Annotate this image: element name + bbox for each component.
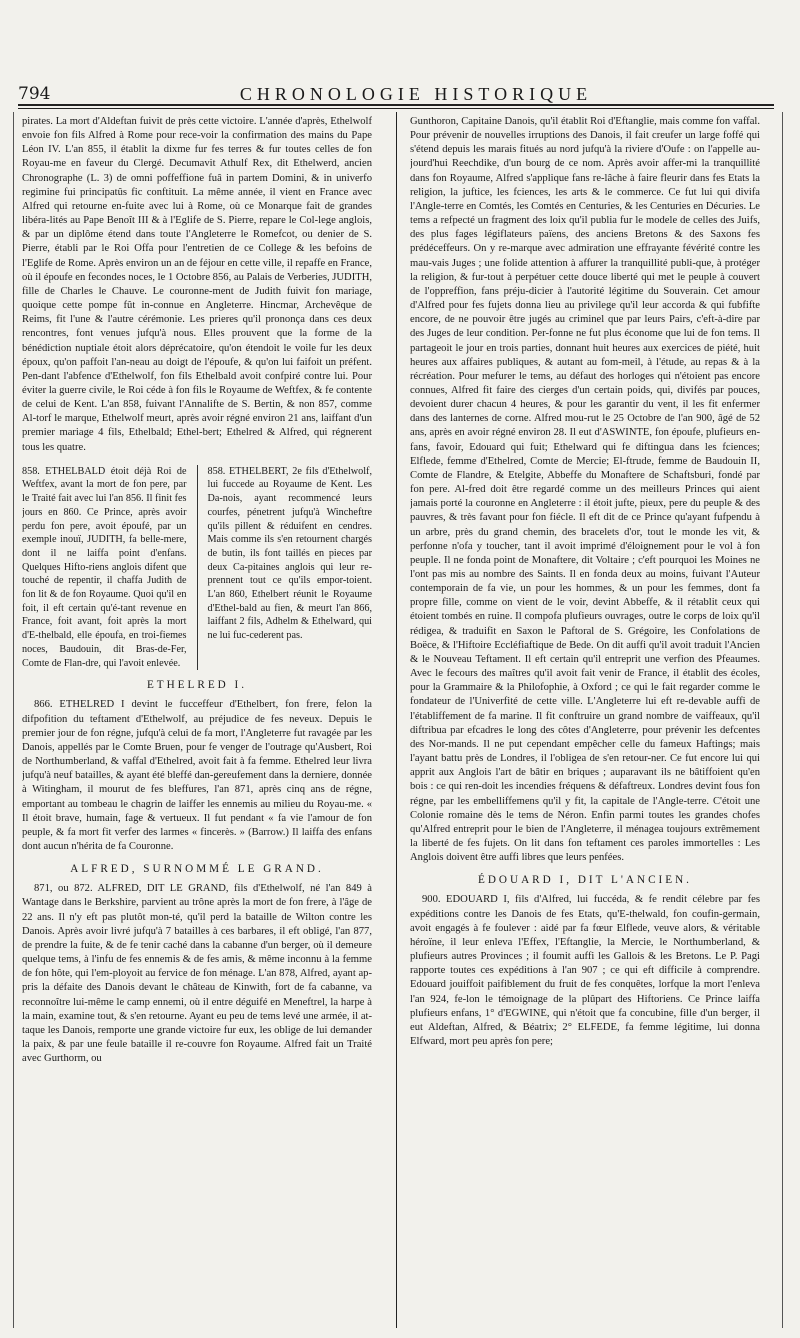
left-border [13,112,14,1328]
sub-divider [197,465,198,671]
right-column [410,115,760,1325]
paragraph-ethelred: 866. ETHELRED I devint le fucceffeur d'Ethelbert, fon frere, felon la difpofition du teftament d'Ethelwolf, au préjudice de fes neveux. Depuis le premier jour de fon régne, jufqu'à celui de fa mort, l'Angleterre fut ravagée par les Danois, appellés par le Comte Bruen, pour fe venger de l'outrage qu'Ausbert, Roi de Northumberland, & vaffal d'Ethelred, avoit fait à fa femme. Ethelred leur livra jufqu'à neuf batailles, & ayant été bleffé dan-gereufement dans la derniere, donnée à Witingham, il mourut de fes bleffures, l'an 871, après cinq ans de régne, emportant au tombeau le chagrin de laiffer les ennemis au milieu du Royau-me. « Il étoit brave, humain, fage & vertueux. Il fut pendant « fa vie l'amour de fon peuple, & fa mort fit verfer des larmes « fincerès. » (Barrow.) Il laiffa des enfans dont aucun n'hérita de fa Couronne. [22,699,372,853]
paragraph-alfred: 871, ou 872. ALFRED, DIT LE GRAND, fils d'Ethelwolf, né l'an 849 à Wantage dans le Berkshire, parvient au trône après la mort de fon frere, à l'âge de 22 ans. Il n'y eft pas plutôt mon-té, qu'il perd la bataille de Wilton contre les Danois. Après avoir livré jufqu'à 7 batailles à ces barbares, il eft obligé, l'an 877, de prendre la fuite, & de fe tenir caché dans la cabanne d'un berger, où il demeure quelque tems, à l'infu de fes ennemis & de fes amis, & même inconnu à la femme de fon hôte, qui l'em-ployoit au fervice de fon ménage. L'an 878, Alfred, ayant ap-pris la défaite des Danois devant le château de Kinwith, fort de fa cabanne, va reconnoître lui-même le camp ennemi, où il entre déguifé en Meneftrel, la harpe à la main, examine tout, & s'en retourne. Ayant eu peu de tems levé une armée, il at-taque les Danois, remporte une grande victoire fur eux, les oblige de lui demander la paix, & par une feule bataille il re-couvre fon Royaume. Alfred fait un Traité avec Gurthorm, ou [22,883,372,1065]
paragraph-ethelwolf: pirates. La mort d'Aldeftan fuivit de près cette victoire. L'année d'après, Ethelwolf envoie fon fils Alfred à Rome pour rece-voir la confirmation des mains du Pape Léon IV. L'an 855, il établit la dixme fur fes terres & fur toutes celles de fon Royau-me en faveur du Clergé. Decumavit Athulf Rex, dit Ethelwerd, ancien Chronographe (L. 3) de omni poffeffione fuâ in partem Domini, & in univerfo regimine fui principatûs fic conftituit. La même année, il vient en France avec Alfred qui retourne en-fuite avec lui à Rome, où ce Monarque fait de grandes libéra-lités au Pape Benoît III & à l'Eglife de S. Pierre, repare le Col-lege anglois, & par un diplôme étend dans toute l'Angleterre le Romefcot, ou denier de S. Pierre, établi par le Roi Offa pour l'entretien de ce College & les befoins de l'Eglife de Rome. Après environ un an de féjour en cette ville, il repaffe en France, où il époufe en fecondes noces, le 1 Octobre 856, au Palais de Verberies, JUDITH, fille de Charles le Chauve. Le couronne-ment de Judith fuivit fon mariage, quoique cette pompe fût in-connue en Angleterre. Hincmar, Archevêque de Reims, fit l'une & l'autre cérémonie. Les prieres qu'il prononça dans ces deux rencontres, font venues jufqu'à nous. Elles prouvent que la forme de la bénédiction nuptiale étoit alors déprécatoire, qu'on étendoit le voile fur les deux époux, qu'on paffoit l'an-neau au doigt de l'époufe, & qu'on lui faifoit un préfent. Pen-dant l'abfence d'Ethelwolf, fon fils Ethelbald avoit confpiré contre lui. Pour éviter la guerre civile, le Roi céde à fon fils le Royaume de Weftfex, & fe contente de celui de Kent. L'an 858, fuivant l'Annalifte de S. Bertin, & non 857, comme Al-torf le marque, Ethelwolf meurt, après avoir régné environ 21 ans, laiffant d'un premier mariage 4 fils, Ethelbald; Ethel-bert; Ethelred & Alfred, qui régnerent tous les quatre. [22,116,372,453]
paragraph-edouard: 900. EDOUARD I, fils d'Alfred, lui fuccéda, & fe rendit célebre par fes expéditions contre les Danois de fes Etats, qu'E-thelwald, fon coufin-germain, avoit engagés à fe foulever : aidé par fa fœur Elflede, veuve alors, & véritable héroïne, il leur enleva l'Effex, l'Eftanglie, la Mercie, le Northumberland, & plufieurs autres Provinces ; il foumit auffi les Gallois & les Bretons. Le P. Pagi rapporte toutes ces expéditions à l'an 907 ; ce qui eft difficile à comprendre. Edouard jouiffoit paifiblement du fruit de fes conquêtes, lorfque la mort l'enleva l'an 924, fe-lon le témoignage de la plûpart des Hiftoriens. Ce Prince laiffa plufieurs enfans, 1° d'EGWINE, qui n'étoit que fa concubine, fille d'un berger, il eut Aldeftan, Alfred, & Béatrix; 2° ELFEDE, fa femme légitime, lui donna Elfward, mort peu après fon pere; [410,894,760,1047]
entry-ethelbert: 858. ETHELBERT, 2e fils d'Ethelwolf, lui fuccede au Royaume de Kent. Les Da-nois, ayant recommencé leurs courfes, pénetrent jufqu'à Wincheftre qu'ils pillent & réduifent en cendres. Mais comme ils s'en retournent chargés de butin, ils font taillés en pieces par deux Ca-pitaines anglois qui leur re-prennent tout ce qu'ils empor-toient. L'an 860, Ethelbert réunit le Royaume d'Ethel-bald au fien, & meurt l'an 866, laiffant 2 fils, Adhelm & Ethelward, qui ne lui fuc-cederent pas. [207,465,372,642]
heading-alfred: ALFRED, SURNOMMÉ LE GRAND. [70,863,324,876]
header-rule-thin [18,108,774,109]
running-title: CHRONOLOGIE HISTORIQUE [239,84,593,104]
entry-ethelbald: 858. ETHELBALD étoit déjà Roi de Weftfex, avant la mort de fon pere, par le Traité fait avec lui l'an 856. Il finit fes jours en 860. Ce Prince, après avoir perdu fon pere, avoit époufé, par un exemple inouï, JUDITH, fa belle-mere, dont il ne laiffa point d'enfans. Quelques Hifto-riens anglois difent que touché de repentir, il chaffa Judith de fon lit & de fon Royaume. Quoi qu'il en foit, il eft certain qu'é-tant revenue en France, foit avant, foit après la mort d'E-thelbald, elle époufa, en troi-fiemes noces, Baudouin, dit Bras-de-Fer, Comte de Flan-dre, qui l'avoit enlevée. [22,465,187,669]
column-divider [396,112,397,1328]
header-rule [18,104,774,106]
page-header [18,78,774,104]
paragraph-alfred-cont: Gunthoron, Capitaine Danois, qu'il établit Roi d'Eftanglie, mais comme fon vaffal. Pour prévenir de nouvelles irruptions des Danois, il fait creufer un large foffé qui s'étend depuis les marais fitués au nord jufqu'à la riviere d'Oufe : on l'appelle au-jourd'hui Reechdike, d'un bourg de ce nom. Après avoir affer-mi la tranquillité dans fon Royaume, Alfred s'applique fans re-lâche à faire fleurir dans fes Etats la religion, la juftice, les fciences, les arts & le commerce. Ce fut lui qui divifa l'Angle-terre en Comtés, les Comtés en Centuries, & les Centuries en Décuries. Le tems a refpecté un fragment des loix qu'il publia fur le modele de celles des Juifs, des plus fages légiflateurs païens, des anciens Bretons & des Saxons fes prédéceffeurs. On y re-marque avec admiration une effrayante févérité contre les mau-vais Juges ; une folide attention à affurer la tranquillité publi-que, à protéger la religion, & fur-tout à perpétuer cette douce liberté qui met le peuple à couvert de l'oppreffion, fans préju-dicier à l'autorité légitime du Souverain. Cet amour d'Alfred pour fes fujets donna lieu au privilege qu'il leur accorda & qui fubfifte encore, de ne pouvoir être jugés au criminel que par leurs Pairs, c'eft-à-dire par des Juges de leur condition. Per-fonne ne fut plus économe que lui de fon tems. Il partageoit le jour en trois parties, donnant huit heures aux exercices de piété, huit heures aux affaires publiques, & autant au fom-meil, à l'étude, au repas & à la récréation. Pour mefurer le tems, au défaut des horloges qui n'étoient pas encore connues, Alfred fit faire des cierges d'un certain poids, qui, divifés par pouces, devoient durer chacun 4 heures, & pour les garantir du vent, il les fit enfermer dans des lanternes de corne. Alfred mou-rut le 25 Octobre de l'an 900, âgé de 52 ans, après en avoir régné environ 28. Il eut d'ASWINTE, fon époufe, plufieurs en-fans, favoir, Edouard qui fuit; Ethelward qui fe diftingua dans les fciences; Elflede, femme d'Ethelred, Comte de Mercie; El-ftrude, femme de Baudouin II, Comte de Flandre, & Etelgite, Abbeffe du Monaftere de Schaftsburi, fondé par fon pere. Al-fred doit être regardé comme un des meilleurs Princes qui aient jamais porté la couronne en Angleterre : il étoit jufte, pieux, pere du peuple & des pauvres, & très favant pour fon fiécle. Il eft dit de ce Prince qu'ayant fufpendu à un arbre, près du grand chemin, des bracelets d'or, tout le monde les vit, & perfonne n'ofa y toucher, tant il avoit imprimé d'éloignement pour le vol à fon peuple. Il ne fonda point de Monaftere, dit Voltaire ; c'eft pourquoi les Moines ne l'ont pas mis au nombre des Saints. Il en fonda deux au moins, fuivant l'Auteur contemporain de fa vie, un pour les hommes, & un pour les femmes, dont fa propre fille, comme on vient de le voir, devint Abbeffe, & il rétablit ceux qui étoient tombés en ruine. Il compofa plufieurs ouvrages, outre le corps de loix qu'il rédigea, & traduifit en Saxon le Paftoral de S. Grégoire, les Confolations de Boëce, & l'Hiftoire Eccléfiaftique de Bede. On dit auffi qu'il avoit traduit l'Ancien & le Nouveau Teftament. Il eft certain qu'il entreprit une verfion des Pfeaumes. Avec le fecours des maîtres qu'il avoit fait venir de France, il établit des écoles, pour la Grammaire & la Philofophie, à Oxford ; ce qui le fait regarder comme le fondateur de l'Univerfité de cette ville. L'Angleterre lui eft re-devable auffi de l'établiffement de fa marine. Il fit conftruire un grand nombre de vaiffeaux, qu'il diftribua par efcadres le long des côtes d'Angleterre, pour prévenir les defcentes des Nor-mands. Il ne put cependant empêcher celle du fameux Haftings; mais l'ayant battu près de Londres, il l'obligea de s'en retour-ner. Ce fut encore lui qui apprit aux Anglois l'art de bâtir en briques ; auparavant ils ne bâtiffoient qu'en bois : ce qui ren-doit les incendies fréquens & défaftreux. Londres devint fous fon régne, par les embelliffemens qu'il y fit, la capitale de l'Angle-terre. C'étoit une Colonie romaine dès le tems de Néron. Enfin parmi toutes les grandes chofes qu'Alfred entreprit pour le bien de l'Angleterre, il ménagea toujours extrêmement la liberté de fes fujets. On lit dans fon teftament ces paroles immortelles : Les Anglois doivent être auffi libres que leurs penfées. [410,116,760,864]
heading-edouard: ÉDOUARD I, DIT L'ANCIEN. [478,874,692,887]
left-column [22,115,372,1325]
heading-ethelred: ETHELRED I. [146,679,248,692]
right-border [782,112,783,1328]
two-column-block [22,465,372,671]
page-number: 794 [18,84,51,104]
